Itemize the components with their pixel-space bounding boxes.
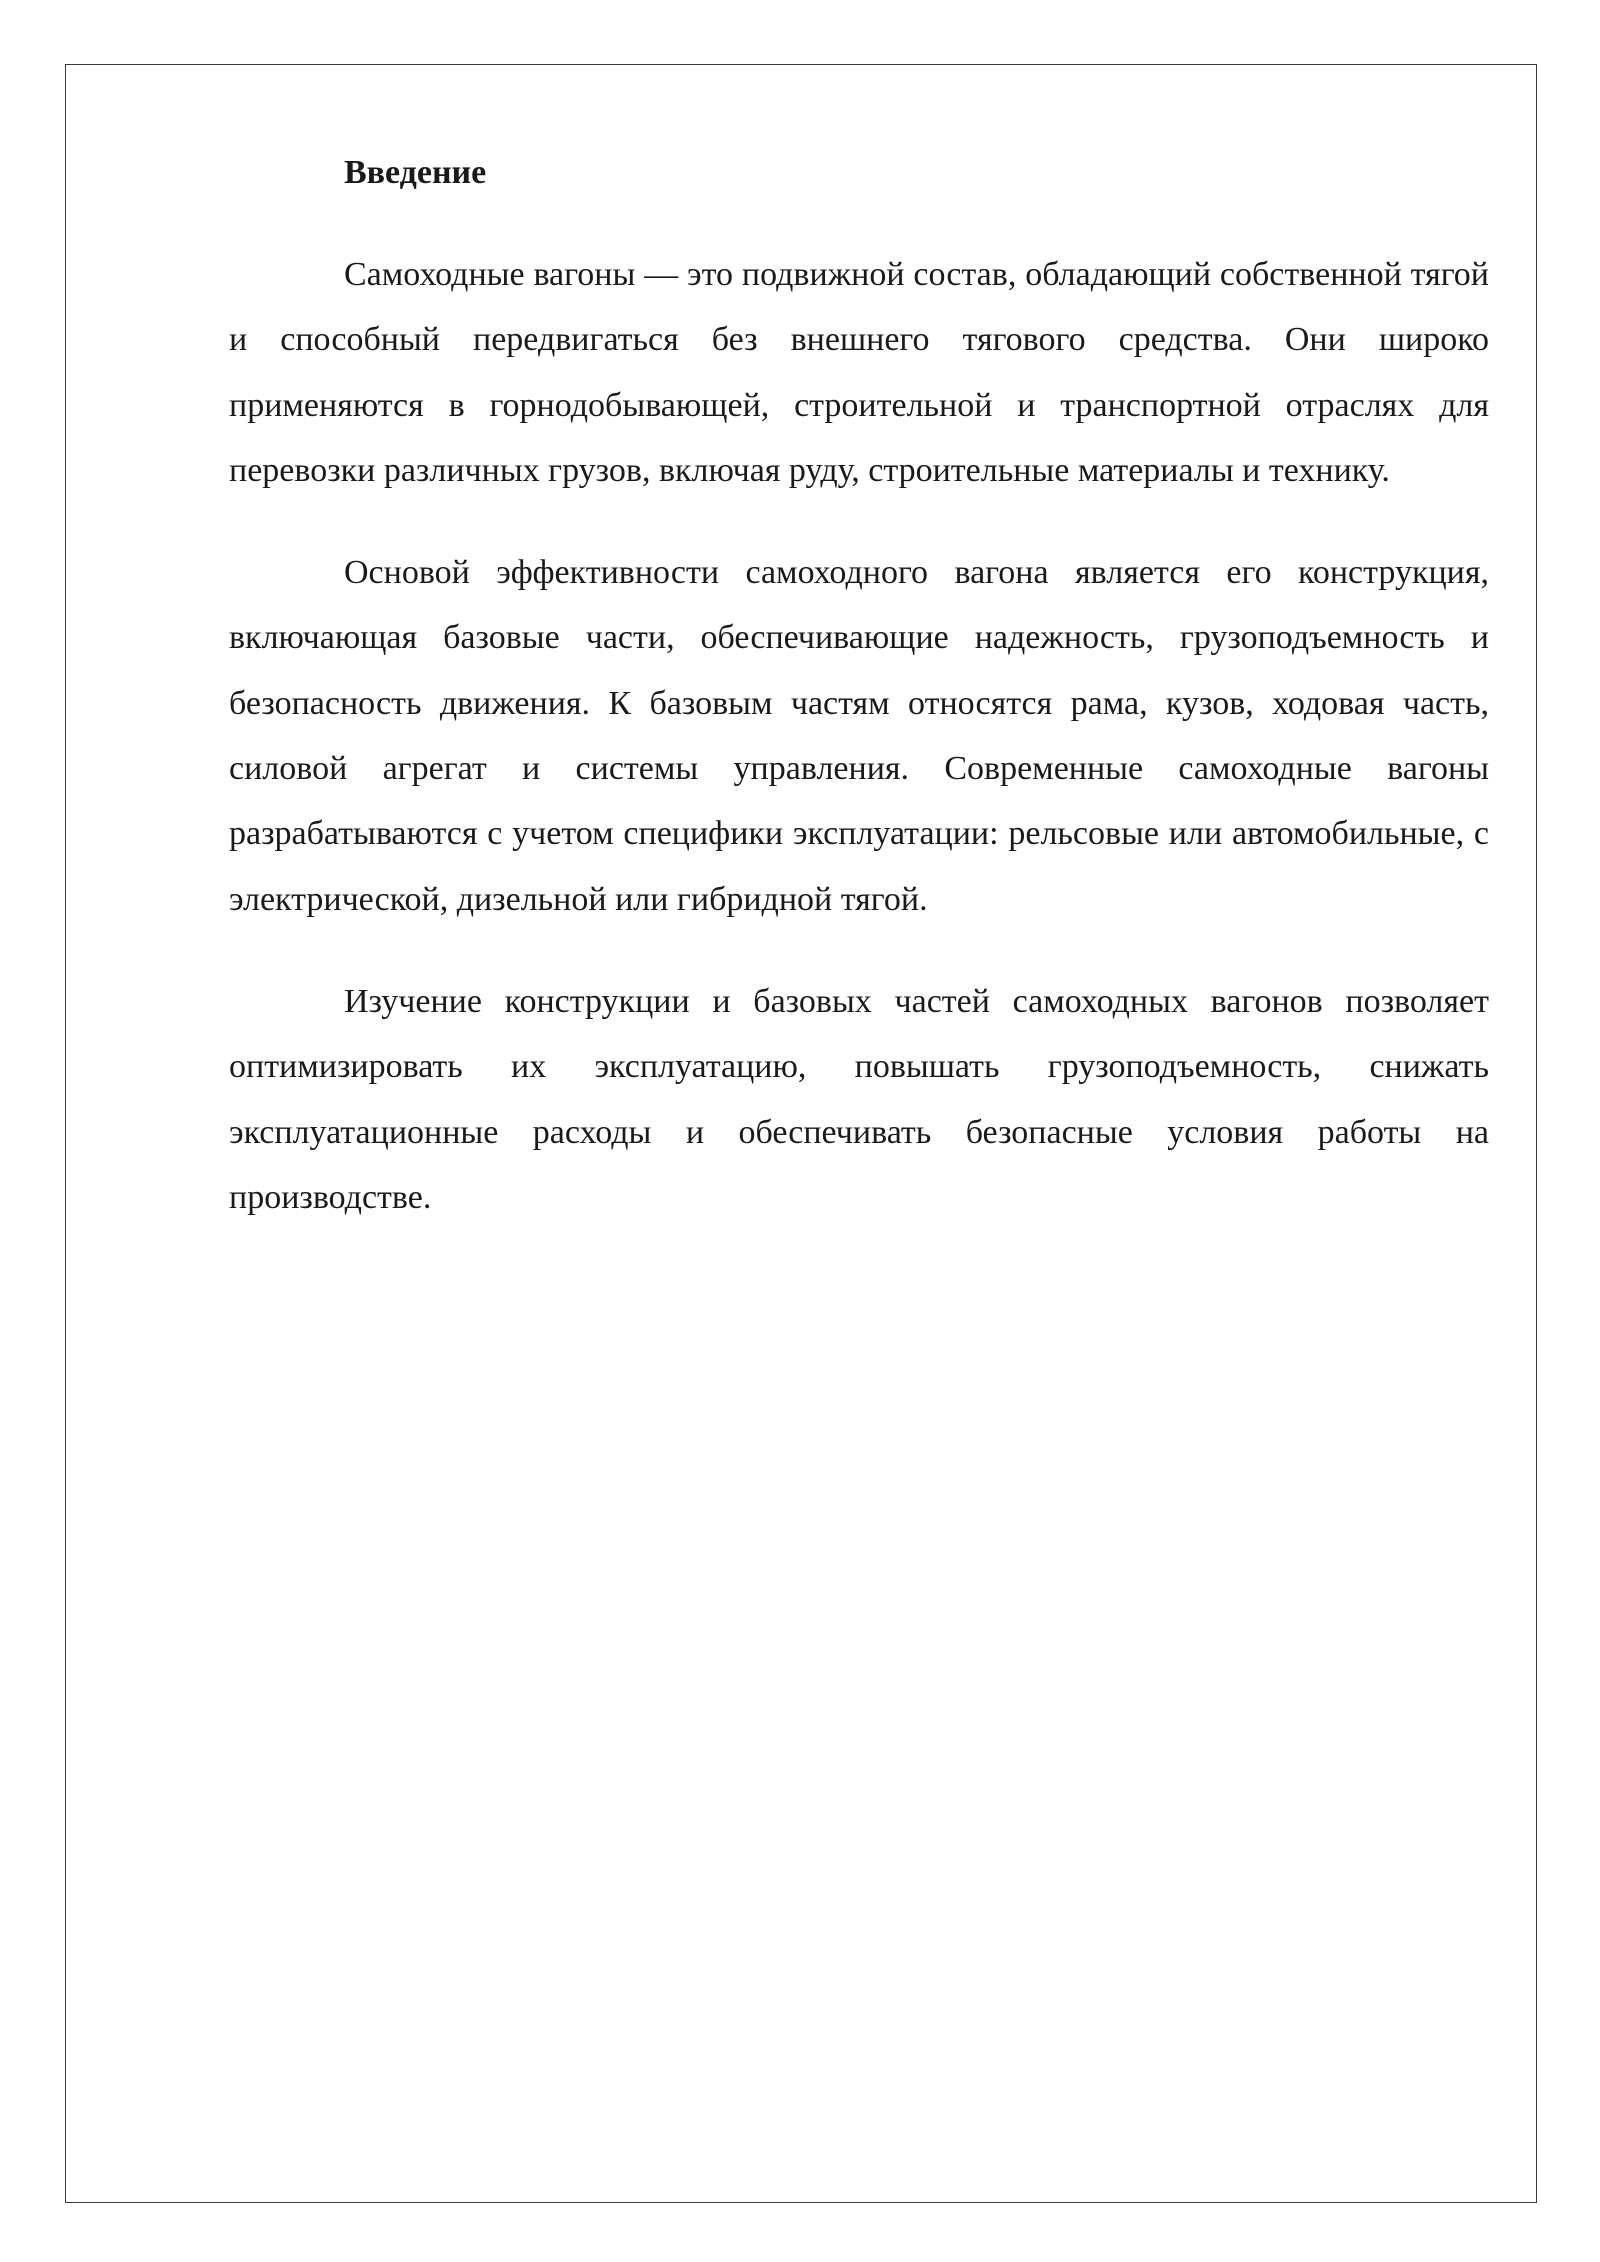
- document-body: [229, 140, 1489, 1267]
- paragraph-2: Основой эффективности самоходного вагона является его конструкция, включающая базовые части, обеспечивающие надежность, грузоподъемность и безопасность движения. К базовым частям относятся рама, кузов, ходовая часть, силовой агрегат и системы управления. Современные самоходные вагоны разрабатываются с учетом специфики эксплуатации: рельсовые или автомобильные, с электрической, дизельной или гибридной тягой.: [229, 554, 1489, 918]
- paragraph-1: Самоходные вагоны — это подвижной состав, обладающий собственной тягой и способный передвигаться без внешнего тягового средства. Они широко применяются в горнодобывающей, строительной и транспортной отраслях для перевозки различных грузов, включая руду, строительные материалы и технику.: [229, 256, 1489, 489]
- section-heading: Введение: [344, 154, 487, 191]
- paragraph-3: Изучение конструкции и базовых частей самоходных вагонов позволяет оптимизировать их эксплуатацию, повышать грузоподъемность, снижать эксплуатационные расходы и обеспечивать безопасные условия работы на производстве.: [229, 982, 1489, 1216]
